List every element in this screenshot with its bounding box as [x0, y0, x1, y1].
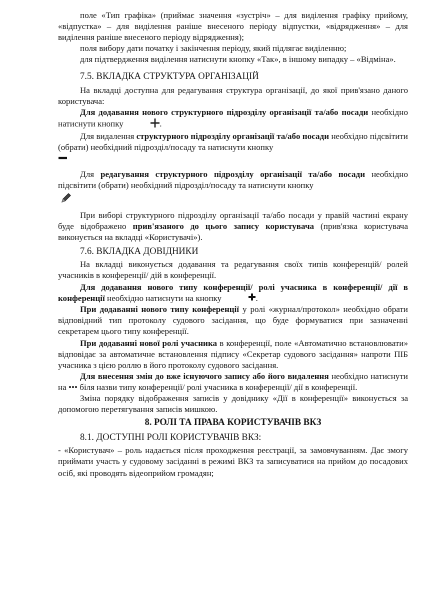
sec75-add-rest: необхідно натиснути кнопку	[58, 106, 408, 129]
sec75-add-bold: Для додавання нового структурного підрозділу організації та/або посади	[80, 106, 369, 117]
sec76-change-paragraph	[58, 371, 408, 393]
sec75-edit-pre: Для	[80, 168, 101, 179]
minus-icon	[58, 154, 68, 165]
sec76-add-paragraph: Для додавання нового типу конференції/ ролі учасника в конференції/ дії в конференції необхідно натиснути на кнопку .	[58, 281, 408, 303]
section-7-5-title: 7.5. ВКЛАДКА СТРУКТУРА ОРГАНІЗАЦІЙ	[80, 72, 259, 83]
sec76-add-bold: Для додавання нового типу конференції/ ролі учасника в конференції/ дії в конференції	[58, 281, 408, 303]
section-8-title: 8. РОЛІ ТА ПРАВА КОРИСТУВАЧІВ ВКЗ	[144, 418, 322, 429]
sec76-order-paragraph: Зміна порядку відображення записів у довіднику «Дії в конференції» виконується за допомогою перетягування записів мишкою.	[58, 392, 408, 415]
section-8-1-title: 8.1. ДОСТУПНІ РОЛІ КОРИСТУВАЧІВ ВКЗ:	[80, 433, 262, 444]
sec76-change-bold: Для внесення змін до вже існуючого запису або його видалення	[80, 370, 329, 381]
sec76-type-bold: При додаванні нового типу конференції	[80, 304, 240, 315]
plus-icon	[128, 118, 160, 131]
sec75-delete-paragraph	[58, 131, 408, 153]
sec76-role-paragraph	[58, 338, 408, 371]
sec75-edit-paragraph	[58, 169, 408, 191]
sec8-user-role-item: - «Користувач» – роль надається після проходження реєстрації, за замовчуванням. Дає змогу приймати участь у судовому засіданні в режимі ВКЗ та записуватися на прийом до посадових осіб, які проводять відеоприйом громадян;	[58, 445, 408, 478]
sec75-edit-bold: редагування структурного підрозділу організації та/або посади	[100, 168, 366, 179]
paragraph-chart-type: поле «Тип графіка» (приймає значення «зустріч» – для виділення графіку прийому, «відпустка» – для виділення раніше внесеного періоду відпустки, «відрядження» – для виділення раніше внесеного періоду відрядження);	[58, 10, 408, 43]
paragraph-confirm: для підтвердження виділення натиснути кнопку «Так», в іншому випадку – «Відміна».	[80, 54, 396, 65]
sec76-role-bold: При додаванні нової ролі учасника	[80, 337, 218, 348]
sec76-add-rest: необхідно натиснути на кнопку	[104, 292, 222, 303]
plus-bold-icon	[226, 293, 256, 304]
pencil-icon	[60, 192, 408, 207]
section-7-6-title: 7.6. ВКЛАДКА ДОВІДНИКИ	[80, 247, 199, 258]
sec75-last-pre: При виборі структурного підрозділу організації та/або посади у правій частині екрану буде відображено	[58, 209, 408, 232]
sec75-last-paragraph	[58, 210, 408, 243]
sec75-edit-rest: необхідно підсвітити (обрати) необхідний підрозділ/посаду та натиснути кнопку	[58, 168, 408, 190]
sec75-add-paragraph: Для додавання нового структурного підрозділу організації та/або посади необхідно натиснути кнопку .	[58, 107, 408, 131]
sec76-change-rest: необхідно натиснути на ••• біля назви типу конференції/ ролі учасника в конференції/ дії в конференції.	[58, 370, 409, 392]
sec75-del-pre: Для видалення	[80, 130, 137, 141]
paragraph-date-fields: поля вибору дати початку і закінчення періоду, який підлягає виділенню;	[80, 43, 347, 54]
sec75-del-rest: необхідно підсвітити (обрати) необхідний підрозділ/посаду та натиснути кнопку	[58, 130, 408, 153]
sec76-role-rest: в конференції, поле «Автоматично встановлювати» відповідає за автоматичне встановлення підпису «Секретар судового засідання» напроти ПІБ учасника з цією роллю в його протоколу судового засідання.	[58, 337, 408, 370]
sec76-type-paragraph	[58, 304, 408, 337]
sec75-del-bold: структурного підрозділу організації та/або посади	[136, 130, 330, 141]
sec75-last-bold: прив'язаного до цього запису користувача	[132, 221, 315, 232]
sec75-intro: На вкладці доступна для редагування структура організації, до якої прив'язано даного користувача:	[58, 84, 408, 106]
sec75-last-rest: (прив'язка користувача виконується на вкладці «Користувачі»).	[58, 221, 408, 243]
sec76-intro: На вкладці виконується додавання та редагування своїх типів конференцій/ ролей учасників в конференції/ дій в конференції.	[58, 259, 408, 281]
sec76-type-rest: у ролі «журнал/протокол» необхідно обрати відповідний тип протоколу судового засідання, що буде формуватися при зазначенні секретарем цього типу конференції.	[58, 304, 408, 337]
